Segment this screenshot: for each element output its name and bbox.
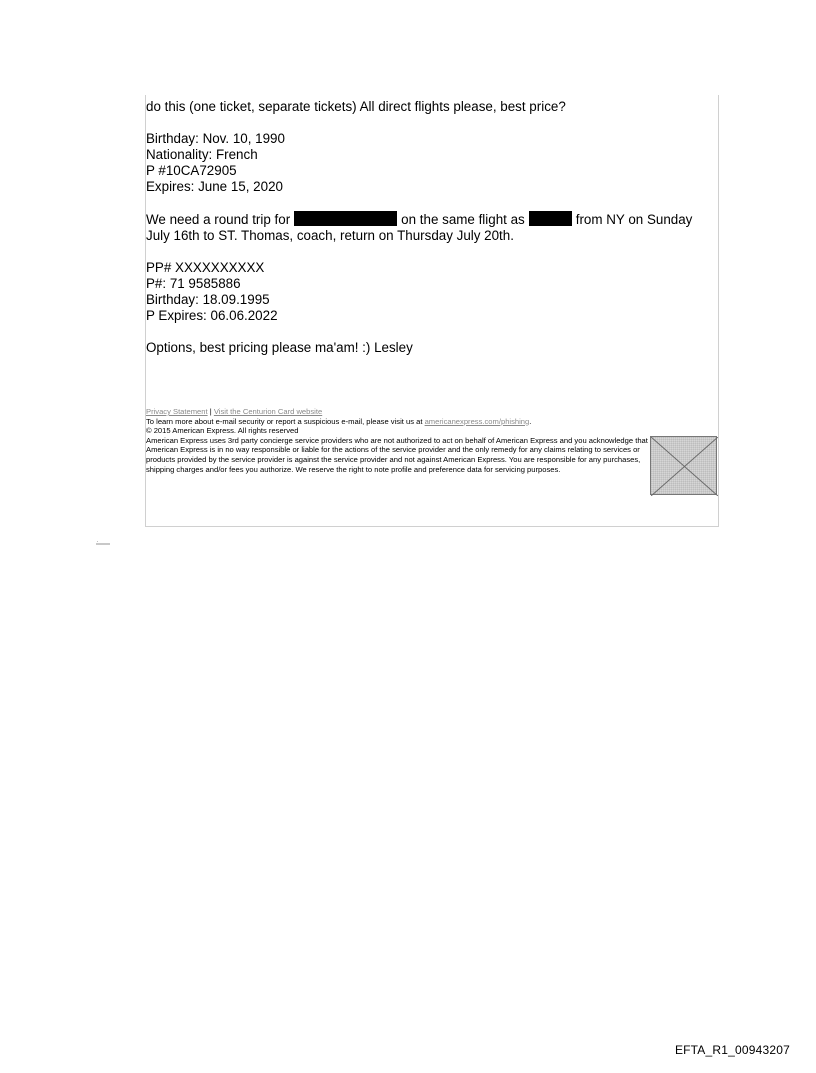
passenger1-expires: Expires: June 15, 2020 xyxy=(146,179,283,194)
redaction-block xyxy=(529,211,572,226)
passenger2-birthday: Birthday: 18.09.1995 xyxy=(146,292,270,307)
link-separator: | xyxy=(209,407,212,416)
privacy-statement-link[interactable]: Privacy Statement xyxy=(146,407,208,416)
security-notice-period: . xyxy=(529,416,532,426)
closing-text: Options, best pricing please ma'am! :) Lesley xyxy=(146,340,413,355)
request-intro-text: do this (one ticket, separate tickets) All direct flights please, best price? xyxy=(146,99,566,114)
request-text-part1: We need a round trip for xyxy=(146,212,291,227)
phishing-link[interactable]: americanexpress.com/phishing xyxy=(424,416,530,426)
passenger1-nationality: Nationality: French xyxy=(146,147,258,162)
passenger2-details xyxy=(146,260,716,324)
round-trip-request xyxy=(146,211,716,244)
security-notice xyxy=(146,417,648,427)
passenger2-pp: PP# XXXXXXXXXX xyxy=(146,260,265,275)
email-body xyxy=(146,99,716,356)
document-id: EFTA_R1_00943207 xyxy=(674,1043,790,1057)
request-intro-line xyxy=(146,99,716,115)
request-text-part3: from NY on Sunday July 16th to ST. Thomas, coach, return on Thursday July 20th. xyxy=(146,212,693,243)
passenger2-phone: P#: 71 9585886 xyxy=(146,276,241,291)
closing-line xyxy=(146,340,716,356)
footer-links xyxy=(146,407,648,417)
security-notice-text: To learn more about e-mail security or report a suspicious e-mail, please visit us at xyxy=(146,416,423,426)
passenger1-passport: P #10CA72905 xyxy=(146,163,237,178)
copyright-line: © 2015 American Express. All rights reserved xyxy=(146,426,299,436)
passenger2-expires: P Expires: 06.06.2022 xyxy=(146,308,278,323)
centurion-card-link[interactable]: Visit the Centurion Card website xyxy=(213,407,323,416)
passenger1-birthday: Birthday: Nov. 10, 1990 xyxy=(146,131,285,146)
email-footer xyxy=(146,407,648,474)
page-mark-icon xyxy=(96,541,110,545)
redaction-block xyxy=(294,211,397,226)
request-text-part2: on the same flight as xyxy=(401,212,525,227)
image-placeholder-icon xyxy=(651,437,718,496)
broken-image-placeholder xyxy=(650,436,717,495)
passenger1-details xyxy=(146,131,716,195)
disclaimer-text: American Express uses 3rd party concierge service providers who are not authorized to act on behalf of American Express and you acknowledge that American Express is in no way responsible or liable for the actions of the service provider and the only remedy for any claims relating to services or products provided by the service provider is against the service provider and not against American Express. You are responsible for any purchases, shipping charges and/or fees you authorize. We reserve the right to note profile and preference data for servicing purposes. xyxy=(146,435,648,474)
